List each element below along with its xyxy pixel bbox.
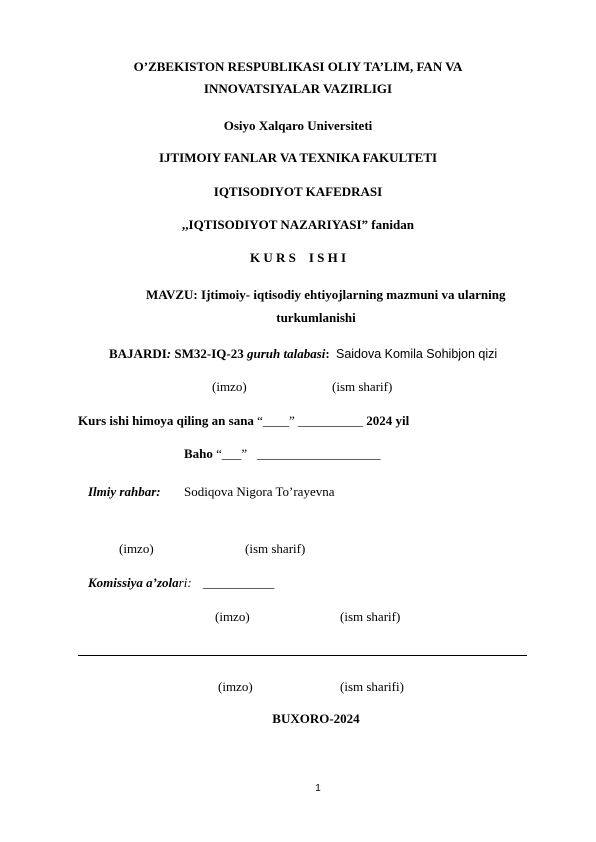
commission-line	[88, 575, 274, 591]
faculty-name: IJTIMOIY FANLAR VA TEXNIKA FAKULTETI	[158, 150, 438, 165]
university-name: Osiyo Xalqaro Universiteti	[223, 118, 373, 133]
defense-date-blank: “____” __________	[257, 413, 363, 428]
commission-label-tail: ri:	[178, 575, 192, 590]
ism-sharif-label-2: (ism sharif)	[245, 541, 306, 556]
grade-label: Baho	[184, 446, 213, 461]
ism-sharifi-label: (ism sharifi)	[340, 679, 404, 694]
topic-line-2: turkumlanishi	[276, 310, 356, 325]
author-group: SM32-IQ-23	[174, 346, 244, 361]
defense-year: 2024 yil	[366, 413, 410, 428]
ism-sharif-label-1: (ism sharif)	[332, 379, 393, 394]
document-type: K U R S I S H I	[249, 250, 347, 265]
author-colon-2: :	[325, 346, 330, 361]
page-number: 1	[315, 783, 321, 794]
grade-line	[184, 446, 380, 462]
imzo-label-1: (imzo)	[212, 379, 247, 394]
supervisor-label: Ilmiy rahbar:	[88, 484, 161, 499]
imzo-label-4: (imzo)	[218, 679, 253, 694]
ism-sharif-label-3: (ism sharif)	[340, 609, 401, 624]
imzo-label-2: (imzo)	[119, 541, 154, 556]
defense-line	[78, 413, 409, 429]
imzo-label-3: (imzo)	[215, 609, 250, 624]
signature-rule	[78, 655, 527, 656]
commission-blank: ___________	[202, 575, 275, 590]
author-line	[109, 346, 497, 362]
grade-blank: “___” ___________________	[216, 446, 381, 461]
topic-line-1: MAVZU: Ijtimoiy- iqtisodiy ehtiyojlarning mazmuni va ularning	[146, 287, 506, 302]
defense-text: Kurs ishi himoya qiling an sana	[78, 413, 254, 428]
author-colon: :	[166, 346, 172, 361]
author-name: Saidova Komila Sohibjon qizi	[335, 347, 498, 361]
author-group-label: guruh talabasi	[246, 346, 326, 361]
city-year: BUXORO-2024	[272, 711, 360, 726]
ministry-line-1: O’ZBEKISTON RESPUBLIKASI OLIY TA’LIM, FAN VA	[133, 59, 463, 74]
author-label: BAJARDI	[109, 346, 167, 361]
supervisor-name: Sodiqova Nigora To’rayevna	[184, 484, 335, 499]
department-name: IQTISODIYOT KAFEDRASI	[213, 184, 383, 199]
ministry-line-2: INNOVATSIYALAR VAZIRLIGI	[203, 81, 393, 96]
subject-line: ,,IQTISODIYOT NAZARIYASI” fanidan	[182, 217, 414, 232]
commission-label: Komissiya a’zola	[88, 575, 179, 590]
